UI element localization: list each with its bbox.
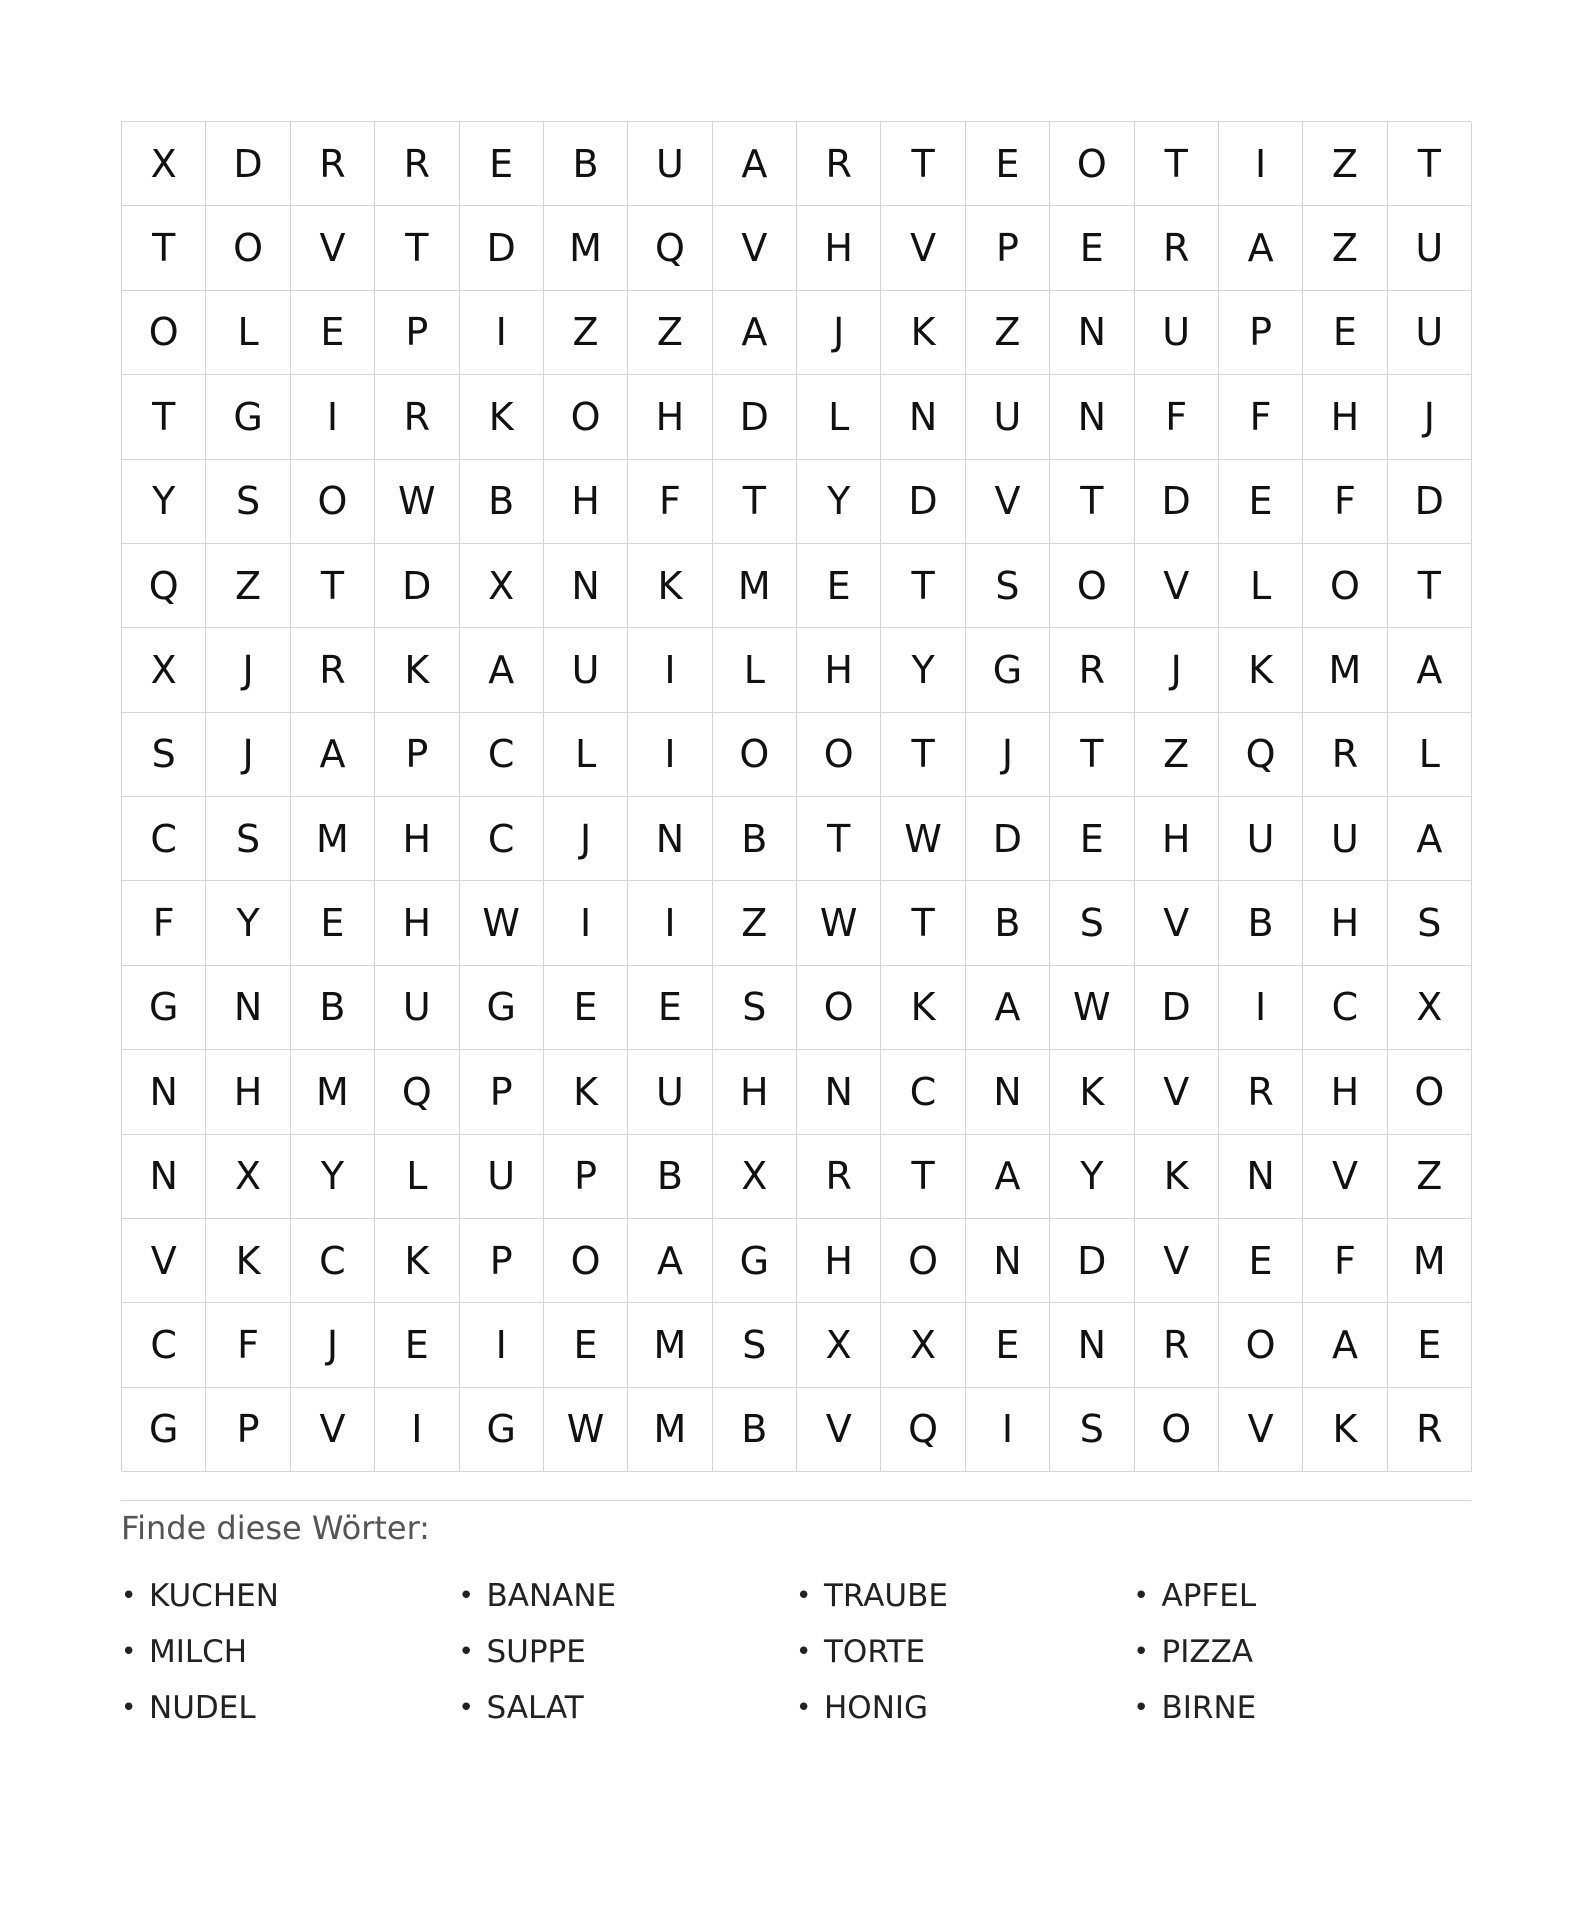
word-label: MILCH	[149, 1634, 248, 1670]
grid-cell[interactable]: I	[291, 375, 375, 459]
word-label: SALAT	[486, 1690, 584, 1726]
grid-cell[interactable]: O	[797, 966, 881, 1050]
grid-cell[interactable]: Z	[966, 291, 1050, 375]
grid-cell[interactable]: O	[1050, 544, 1134, 628]
grid-cell[interactable]: C	[291, 1219, 375, 1303]
grid-cell[interactable]: N	[1050, 291, 1134, 375]
grid-cell[interactable]: W	[460, 881, 544, 965]
word-label: SUPPE	[486, 1634, 586, 1670]
grid-cell[interactable]: Y	[797, 460, 881, 544]
grid-cell[interactable]: D	[375, 544, 459, 628]
grid-cell[interactable]: S	[1050, 1388, 1134, 1472]
word-list-item	[1134, 1568, 1472, 1624]
grid-cell[interactable]: D	[966, 797, 1050, 881]
grid-cell[interactable]: O	[713, 713, 797, 797]
grid-cell[interactable]: M	[544, 206, 628, 290]
word-list-item	[1134, 1680, 1472, 1736]
grid-cell[interactable]: Z	[1303, 206, 1387, 290]
word-list-item	[459, 1624, 797, 1680]
grid-cell[interactable]: D	[1135, 460, 1219, 544]
grid-cell[interactable]: K	[206, 1219, 290, 1303]
grid-cell[interactable]: A	[1388, 797, 1472, 881]
grid-cell[interactable]: B	[628, 1135, 712, 1219]
bullet-icon: •	[121, 1581, 137, 1611]
grid-cell[interactable]: I	[460, 291, 544, 375]
grid-cell[interactable]: K	[628, 544, 712, 628]
grid-cell[interactable]: P	[460, 1219, 544, 1303]
grid-cell[interactable]: T	[122, 375, 206, 459]
word-label: TRAUBE	[824, 1578, 948, 1614]
grid-cell[interactable]: W	[881, 797, 965, 881]
grid-cell[interactable]: E	[460, 122, 544, 206]
grid-cell[interactable]: A	[966, 966, 1050, 1050]
bullet-icon: •	[1133, 1637, 1149, 1667]
grid-cell[interactable]: D	[1135, 966, 1219, 1050]
grid-cell[interactable]: H	[544, 460, 628, 544]
grid-cell[interactable]: V	[1219, 1388, 1303, 1472]
grid-cell[interactable]: R	[291, 122, 375, 206]
grid-cell[interactable]: D	[206, 122, 290, 206]
grid-cell[interactable]: J	[797, 291, 881, 375]
grid-cell[interactable]: J	[1135, 628, 1219, 712]
grid-cell[interactable]: T	[1135, 122, 1219, 206]
grid-cell[interactable]: L	[544, 713, 628, 797]
grid-cell[interactable]: H	[206, 1050, 290, 1134]
grid-cell[interactable]: G	[122, 1388, 206, 1472]
word-list	[121, 1568, 1471, 1736]
grid-cell[interactable]: R	[375, 375, 459, 459]
grid-cell[interactable]: C	[881, 1050, 965, 1134]
grid-cell[interactable]: T	[881, 544, 965, 628]
grid-cell[interactable]: O	[1135, 1388, 1219, 1472]
grid-cell[interactable]: M	[628, 1303, 712, 1387]
grid-cell[interactable]: B	[713, 797, 797, 881]
grid-cell[interactable]: N	[628, 797, 712, 881]
grid-cell[interactable]: N	[881, 375, 965, 459]
grid-cell[interactable]: K	[544, 1050, 628, 1134]
grid-cell[interactable]: O	[1219, 1303, 1303, 1387]
grid-cell[interactable]: B	[713, 1388, 797, 1472]
grid-cell[interactable]: S	[122, 713, 206, 797]
grid-cell[interactable]: X	[122, 628, 206, 712]
grid-cell[interactable]: K	[881, 291, 965, 375]
grid-cell[interactable]: X	[460, 544, 544, 628]
grid-cell[interactable]: M	[291, 1050, 375, 1134]
bullet-icon: •	[458, 1693, 474, 1723]
grid-cell[interactable]: S	[713, 966, 797, 1050]
grid-cell[interactable]: V	[1135, 881, 1219, 965]
grid-cell[interactable]: Z	[1388, 1135, 1472, 1219]
grid-cell[interactable]: H	[797, 628, 881, 712]
grid-cell[interactable]: G	[966, 628, 1050, 712]
grid-cell[interactable]: Z	[628, 291, 712, 375]
grid-cell[interactable]: E	[1219, 1219, 1303, 1303]
grid-cell[interactable]: X	[122, 122, 206, 206]
grid-cell[interactable]: A	[713, 291, 797, 375]
grid-cell[interactable]: V	[1135, 544, 1219, 628]
grid-cell[interactable]: L	[1219, 544, 1303, 628]
bullet-icon: •	[1133, 1581, 1149, 1611]
grid-cell[interactable]: Q	[628, 206, 712, 290]
grid-cell[interactable]: U	[966, 375, 1050, 459]
grid-cell[interactable]: O	[291, 460, 375, 544]
grid-cell[interactable]: F	[1303, 460, 1387, 544]
grid-cell[interactable]: E	[1303, 291, 1387, 375]
grid-cell[interactable]: F	[1219, 375, 1303, 459]
grid-cell[interactable]: A	[1219, 206, 1303, 290]
grid-cell[interactable]: H	[1303, 1050, 1387, 1134]
word-list-item	[796, 1568, 1134, 1624]
grid-cell[interactable]: V	[713, 206, 797, 290]
grid-cell[interactable]: P	[375, 713, 459, 797]
grid-cell[interactable]: S	[1388, 881, 1472, 965]
grid-cell[interactable]: Z	[544, 291, 628, 375]
word-label: HONIG	[824, 1690, 929, 1726]
grid-cell[interactable]: X	[797, 1303, 881, 1387]
grid-cell[interactable]: R	[1219, 1050, 1303, 1134]
grid-cell[interactable]: J	[206, 628, 290, 712]
grid-cell[interactable]: V	[122, 1219, 206, 1303]
bullet-icon: •	[796, 1581, 812, 1611]
grid-cell[interactable]: U	[1388, 206, 1472, 290]
grid-cell[interactable]: K	[1135, 1135, 1219, 1219]
grid-cell[interactable]: D	[1050, 1219, 1134, 1303]
grid-cell[interactable]: U	[544, 628, 628, 712]
grid-cell[interactable]: G	[206, 375, 290, 459]
grid-cell[interactable]: A	[1303, 1303, 1387, 1387]
grid-cell[interactable]: N	[206, 966, 290, 1050]
grid-cell[interactable]: L	[375, 1135, 459, 1219]
grid-cell[interactable]: K	[1303, 1388, 1387, 1472]
word-list-item	[121, 1568, 459, 1624]
grid-cell[interactable]: E	[544, 1303, 628, 1387]
grid-cell[interactable]: T	[1050, 460, 1134, 544]
grid-cell[interactable]: T	[291, 544, 375, 628]
grid-cell[interactable]: E	[544, 966, 628, 1050]
bullet-icon: •	[796, 1637, 812, 1667]
word-list-item	[796, 1624, 1134, 1680]
grid-cell[interactable]: E	[797, 544, 881, 628]
grid-cell[interactable]: F	[628, 460, 712, 544]
word-label: KUCHEN	[149, 1578, 279, 1614]
grid-cell[interactable]: K	[1219, 628, 1303, 712]
bullet-icon: •	[458, 1581, 474, 1611]
grid-cell[interactable]: Y	[291, 1135, 375, 1219]
grid-cell[interactable]: B	[1219, 881, 1303, 965]
grid-cell[interactable]: R	[375, 122, 459, 206]
grid-cell[interactable]: K	[375, 1219, 459, 1303]
grid-cell[interactable]: Y	[206, 881, 290, 965]
grid-cell[interactable]: W	[544, 1388, 628, 1472]
grid-cell[interactable]: E	[1388, 1303, 1472, 1387]
grid-cell[interactable]: T	[122, 206, 206, 290]
grid-cell[interactable]: T	[1388, 122, 1472, 206]
grid-cell[interactable]: N	[1050, 1303, 1134, 1387]
grid-cell[interactable]: X	[206, 1135, 290, 1219]
bullet-icon: •	[458, 1637, 474, 1667]
grid-cell[interactable]: F	[1135, 375, 1219, 459]
grid-cell[interactable]: P	[206, 1388, 290, 1472]
grid-cell[interactable]: M	[628, 1388, 712, 1472]
grid-cell[interactable]: T	[1388, 544, 1472, 628]
grid-cell[interactable]: G	[460, 966, 544, 1050]
grid-cell[interactable]: L	[797, 375, 881, 459]
grid-cell[interactable]: Z	[206, 544, 290, 628]
grid-cell[interactable]: S	[206, 797, 290, 881]
grid-cell[interactable]: V	[1303, 1135, 1387, 1219]
grid-cell[interactable]: W	[375, 460, 459, 544]
grid-cell[interactable]: R	[1050, 628, 1134, 712]
grid-cell[interactable]: O	[122, 291, 206, 375]
grid-cell[interactable]: V	[881, 206, 965, 290]
grid-cell[interactable]: V	[1135, 1219, 1219, 1303]
grid-cell[interactable]: O	[1388, 1050, 1472, 1134]
grid-cell[interactable]: T	[881, 122, 965, 206]
grid-cell[interactable]: X	[713, 1135, 797, 1219]
word-list-item	[121, 1624, 459, 1680]
grid-cell[interactable]: T	[881, 881, 965, 965]
grid-cell[interactable]: N	[966, 1219, 1050, 1303]
grid-cell[interactable]: R	[1303, 713, 1387, 797]
grid-cell[interactable]: U	[628, 1050, 712, 1134]
grid-cell[interactable]: I	[628, 881, 712, 965]
grid-cell[interactable]: F	[1303, 1219, 1387, 1303]
grid-cell[interactable]: O	[206, 206, 290, 290]
grid-cell[interactable]: I	[1219, 966, 1303, 1050]
grid-cell[interactable]: G	[122, 966, 206, 1050]
word-list-item	[796, 1680, 1134, 1736]
grid-cell[interactable]: C	[122, 1303, 206, 1387]
word-list-prompt: Finde diese Wörter:	[121, 1509, 430, 1547]
grid-cell[interactable]: V	[291, 206, 375, 290]
grid-cell[interactable]: K	[881, 966, 965, 1050]
grid-cell[interactable]: R	[1388, 1388, 1472, 1472]
grid-cell[interactable]: N	[122, 1050, 206, 1134]
word-list-item	[459, 1680, 797, 1736]
grid-cell[interactable]: U	[1135, 291, 1219, 375]
grid-cell[interactable]: A	[713, 122, 797, 206]
grid-cell[interactable]: X	[881, 1303, 965, 1387]
grid-cell[interactable]: O	[881, 1219, 965, 1303]
grid-cell[interactable]: V	[1135, 1050, 1219, 1134]
grid-cell[interactable]: I	[460, 1303, 544, 1387]
grid-cell[interactable]: E	[628, 966, 712, 1050]
grid-cell[interactable]: T	[881, 1135, 965, 1219]
grid-cell[interactable]: R	[1135, 1303, 1219, 1387]
grid-cell[interactable]: B	[544, 122, 628, 206]
grid-cell[interactable]: C	[460, 797, 544, 881]
grid-cell[interactable]: H	[1303, 375, 1387, 459]
grid-cell[interactable]: M	[1388, 1219, 1472, 1303]
bullet-icon: •	[121, 1693, 137, 1723]
grid-cell[interactable]: E	[1050, 797, 1134, 881]
grid-cell[interactable]: M	[291, 797, 375, 881]
grid-cell[interactable]: H	[1303, 881, 1387, 965]
grid-cell[interactable]: K	[460, 375, 544, 459]
word-label: PIZZA	[1161, 1634, 1254, 1670]
grid-cell[interactable]: Z	[1135, 713, 1219, 797]
grid-cell[interactable]: B	[291, 966, 375, 1050]
grid-cell[interactable]: O	[544, 375, 628, 459]
grid-cell[interactable]: I	[544, 881, 628, 965]
grid-cell[interactable]: H	[797, 206, 881, 290]
grid-cell[interactable]: Y	[881, 628, 965, 712]
grid-cell[interactable]: N	[544, 544, 628, 628]
grid-cell[interactable]: F	[206, 1303, 290, 1387]
word-list-item	[1134, 1624, 1472, 1680]
grid-cell[interactable]: K	[375, 628, 459, 712]
grid-cell[interactable]: M	[713, 544, 797, 628]
grid-cell[interactable]: P	[966, 206, 1050, 290]
word-label: APFEL	[1161, 1578, 1257, 1614]
word-label: BIRNE	[1161, 1690, 1257, 1726]
grid-cell[interactable]: H	[797, 1219, 881, 1303]
grid-cell[interactable]: E	[966, 1303, 1050, 1387]
grid-cell[interactable]: L	[713, 628, 797, 712]
grid-cell[interactable]: L	[206, 291, 290, 375]
grid-cell[interactable]: Y	[122, 460, 206, 544]
grid-cell[interactable]: N	[1050, 375, 1134, 459]
grid-cell[interactable]: J	[291, 1303, 375, 1387]
grid-cell[interactable]: E	[291, 881, 375, 965]
grid-cell[interactable]: R	[797, 122, 881, 206]
grid-cell[interactable]: T	[713, 460, 797, 544]
grid-cell[interactable]: S	[713, 1303, 797, 1387]
grid-cell[interactable]: Y	[1050, 1135, 1134, 1219]
grid-cell[interactable]: Z	[1303, 122, 1387, 206]
grid-cell[interactable]: P	[375, 291, 459, 375]
grid-cell[interactable]: M	[1303, 628, 1387, 712]
grid-cell[interactable]: T	[1050, 713, 1134, 797]
grid-cell[interactable]: H	[713, 1050, 797, 1134]
grid-cell[interactable]: L	[1388, 713, 1472, 797]
grid-cell[interactable]: G	[460, 1388, 544, 1472]
grid-cell[interactable]: E	[375, 1303, 459, 1387]
grid-cell[interactable]: I	[628, 713, 712, 797]
grid-cell[interactable]: P	[1219, 291, 1303, 375]
grid-cell[interactable]: X	[1388, 966, 1472, 1050]
grid-cell[interactable]: N	[797, 1050, 881, 1134]
grid-cell[interactable]: A	[1388, 628, 1472, 712]
grid-cell[interactable]: E	[1050, 206, 1134, 290]
grid-cell[interactable]: B	[460, 460, 544, 544]
bullet-icon: •	[796, 1693, 812, 1723]
grid-cell[interactable]: I	[966, 1388, 1050, 1472]
grid-cell[interactable]: H	[375, 797, 459, 881]
word-list-item	[121, 1680, 459, 1736]
grid-cell[interactable]: I	[628, 628, 712, 712]
grid-cell[interactable]: I	[1219, 122, 1303, 206]
grid-cell[interactable]: H	[628, 375, 712, 459]
grid-cell[interactable]: V	[291, 1388, 375, 1472]
word-label: TORTE	[824, 1634, 926, 1670]
grid-cell[interactable]: Q	[881, 1388, 965, 1472]
grid-cell[interactable]: D	[881, 460, 965, 544]
grid-cell[interactable]: G	[713, 1219, 797, 1303]
grid-cell[interactable]: U	[460, 1135, 544, 1219]
grid-cell[interactable]: K	[1050, 1050, 1134, 1134]
grid-cell[interactable]: O	[544, 1219, 628, 1303]
grid-cell[interactable]: W	[797, 881, 881, 965]
grid-cell[interactable]: D	[713, 375, 797, 459]
grid-cell[interactable]: O	[797, 713, 881, 797]
grid-cell[interactable]: N	[966, 1050, 1050, 1134]
grid-cell[interactable]: B	[966, 881, 1050, 965]
grid-cell[interactable]: H	[1135, 797, 1219, 881]
grid-cell[interactable]: R	[797, 1135, 881, 1219]
grid-cell[interactable]: H	[375, 881, 459, 965]
grid-cell[interactable]: A	[966, 1135, 1050, 1219]
grid-cell[interactable]: S	[966, 544, 1050, 628]
grid-cell[interactable]: T	[375, 206, 459, 290]
grid-cell[interactable]: Z	[713, 881, 797, 965]
grid-cell[interactable]: J	[544, 797, 628, 881]
grid-cell[interactable]: P	[460, 1050, 544, 1134]
grid-cell[interactable]: J	[1388, 375, 1472, 459]
grid-cell[interactable]: C	[460, 713, 544, 797]
grid-cell[interactable]: A	[460, 628, 544, 712]
grid-cell[interactable]: O	[1303, 544, 1387, 628]
grid-cell[interactable]: R	[291, 628, 375, 712]
grid-cell[interactable]: W	[1050, 966, 1134, 1050]
grid-cell[interactable]: E	[291, 291, 375, 375]
word-search-grid	[121, 121, 1471, 1471]
grid-cell[interactable]: C	[122, 797, 206, 881]
grid-cell[interactable]: U	[628, 122, 712, 206]
word-label: BANANE	[486, 1578, 617, 1614]
grid-cell[interactable]: Q	[122, 544, 206, 628]
grid-cell[interactable]: N	[1219, 1135, 1303, 1219]
grid-cell[interactable]: U	[1219, 797, 1303, 881]
grid-cell[interactable]: T	[797, 797, 881, 881]
grid-cell[interactable]: E	[1219, 460, 1303, 544]
grid-cell[interactable]: S	[206, 460, 290, 544]
word-list-item	[459, 1568, 797, 1624]
grid-cell[interactable]: J	[966, 713, 1050, 797]
grid-cell[interactable]: U	[1388, 291, 1472, 375]
grid-cell[interactable]: Q	[375, 1050, 459, 1134]
grid-cell[interactable]: A	[628, 1219, 712, 1303]
word-label: NUDEL	[149, 1690, 256, 1726]
grid-cell[interactable]: A	[291, 713, 375, 797]
grid-cell[interactable]: V	[966, 460, 1050, 544]
grid-cell[interactable]: T	[881, 713, 965, 797]
grid-cell[interactable]: C	[1303, 966, 1387, 1050]
grid-cell[interactable]: D	[460, 206, 544, 290]
divider	[121, 1500, 1471, 1501]
grid-cell[interactable]: P	[544, 1135, 628, 1219]
grid-cell[interactable]: N	[122, 1135, 206, 1219]
grid-cell[interactable]: F	[122, 881, 206, 965]
grid-cell[interactable]: J	[206, 713, 290, 797]
grid-cell[interactable]: S	[1050, 881, 1134, 965]
grid-cell[interactable]: O	[1050, 122, 1134, 206]
bullet-icon: •	[1133, 1693, 1149, 1723]
grid-cell[interactable]: V	[797, 1388, 881, 1472]
grid-cell[interactable]: E	[966, 122, 1050, 206]
grid-cell[interactable]: D	[1388, 460, 1472, 544]
grid-cell[interactable]: U	[375, 966, 459, 1050]
grid-cell[interactable]: Q	[1219, 713, 1303, 797]
grid-cell[interactable]: R	[1135, 206, 1219, 290]
grid-cell[interactable]: U	[1303, 797, 1387, 881]
grid-cell[interactable]: I	[375, 1388, 459, 1472]
bullet-icon: •	[121, 1637, 137, 1667]
